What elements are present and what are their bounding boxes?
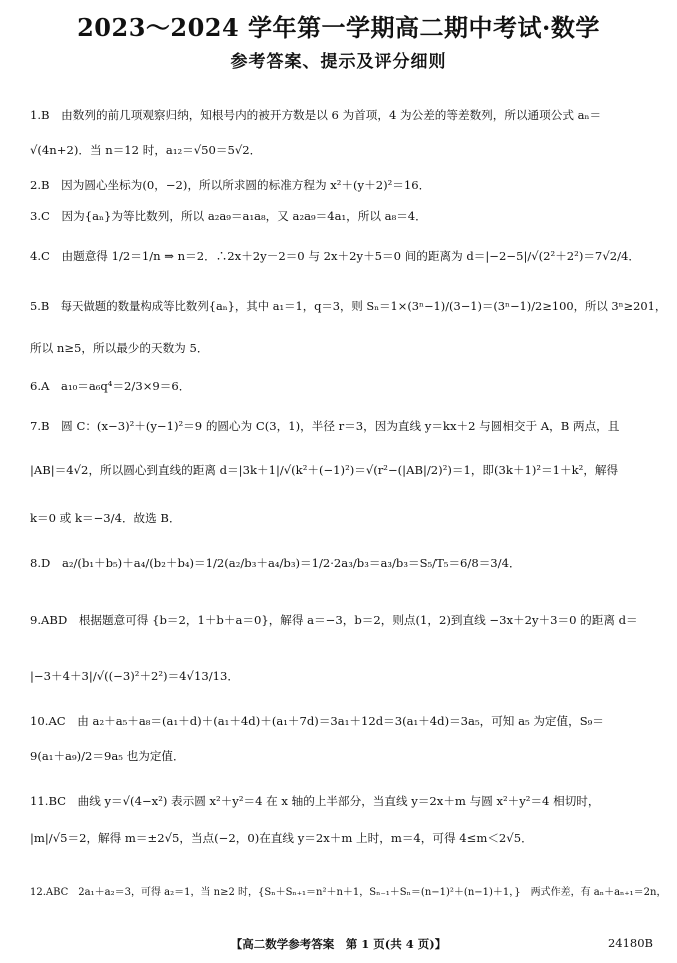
- answer-line: √(4n+2)．当 n＝12 时，a₁₂＝√50＝5√2．: [30, 143, 262, 157]
- answer-line: 10.AC 由 a₂＋a₅＋a₈＝(a₁＋d)＋(a₁＋4d)＋(a₁＋7d)＝3a₁＋12d＝3(a₁＋4d)＝3a₅，可知 a₅ 为定值，S₉＝: [30, 714, 604, 728]
- answer-line: 7.B 圆 C：(x−3)²＋(y−1)²＝9 的圆心为 C(3，1)，半径 r＝3，因为直线 y＝kx＋2 与圆相交于 A，B 两点，且: [30, 419, 620, 433]
- answer-line: 所以 n≥5，所以最少的天数为 5．: [30, 341, 209, 355]
- answer-line: 3.C 因为{aₙ}为等比数列，所以 a₂a₉＝a₁a₈，又 a₂a₉＝4a₁，所以 a₈＝4．: [30, 209, 427, 223]
- answer-line: 5.B 每天做题的数量构成等比数列{aₙ}，其中 a₁＝1，q＝3，则 Sₙ＝1×(3ⁿ−1)/(3−1)＝(3ⁿ−1)/2≥100，所以 3ⁿ≥201，: [30, 299, 667, 313]
- answer-line: |m|/√5＝2，解得 m＝±2√5，当点(−2，0)在直线 y＝2x＋m 上时，m＝4，可得 4≤m＜2√5．: [30, 831, 533, 845]
- answer-line: 11.BC 曲线 y＝√(4−x²) 表示圆 x²＋y²＝4 在 x 轴的上半部分，当直线 y＝2x＋m 与圆 x²＋y²＝4 相切时，: [30, 794, 600, 808]
- answer-line: 4.C 由题意得 1/2＝1/n ⇒ n＝2．∴2x＋2y－2＝0 与 2x＋2y＋5＝0 间的距离为 d＝|−2−5|/√(2²＋2²)＝7√2/4．: [30, 249, 640, 263]
- answer-line: 2.B 因为圆心坐标为(0，−2)，所以所求圆的标准方程为 x²＋(y＋2)²＝16．: [30, 178, 431, 192]
- answer-line: 1.B 由数列的前几项观察归纳，知根号内的被开方数是以 6 为首项，4 为公差的等差数列，所以通项公式 aₙ＝: [30, 108, 602, 122]
- answer-line: |AB|＝4√2，所以圆心到直线的距离 d＝|3k＋1|/√(k²＋(−1)²)＝√(r²−(|AB|/2)²)＝1，即(3k＋1)²＝1＋k²，解得: [30, 463, 619, 477]
- answer-line: 12.ABC 2a₁＋a₂＝3，可得 a₂＝1，当 n≥2 时，{Sₙ＋Sₙ₊₁＝n²＋n＋1，Sₙ₋₁＋Sₙ＝(n−1)²＋(n−1)＋1，} 两式作差，有 aₙ＋aₙ₊₁＝2n，: [30, 887, 667, 898]
- answer-line: |−3＋4＋3|/√((−3)²＋2²)＝4√13/13．: [30, 669, 239, 683]
- answer-line: 8.D a₂/(b₁＋b₅)＋a₄/(b₂＋b₄)＝1/2(a₂/b₃＋a₄/b₃)＝1/2·2a₃/b₃＝a₃/b₃＝S₅/T₅＝6/8＝3/4．: [30, 556, 521, 570]
- answer-line: 9(a₁＋a₉)/2＝9a₅ 也为定值．: [30, 749, 185, 763]
- page-title: 2023～2024 学年第一学期高二期中考试·数学: [77, 13, 600, 42]
- answer-line: 9.ABD 根据题意可得 {b＝2，1＋b＋a＝0}，解得 a＝−3，b＝2，则点(1，2)到直线 −3x＋2y＋3＝0 的距离 d＝: [30, 613, 638, 627]
- page-subtitle: 参考答案、提示及评分细则: [230, 52, 447, 72]
- document-code: 24180B: [607, 936, 653, 950]
- answer-line: k＝0 或 k＝−3/4．故选 B．: [30, 511, 181, 525]
- page-footer: 【高二数学参考答案 第 1 页(共 4 页)】: [230, 937, 447, 951]
- answer-line: 6.A a₁₀＝a₆q⁴＝2/3×9＝6．: [30, 379, 191, 393]
